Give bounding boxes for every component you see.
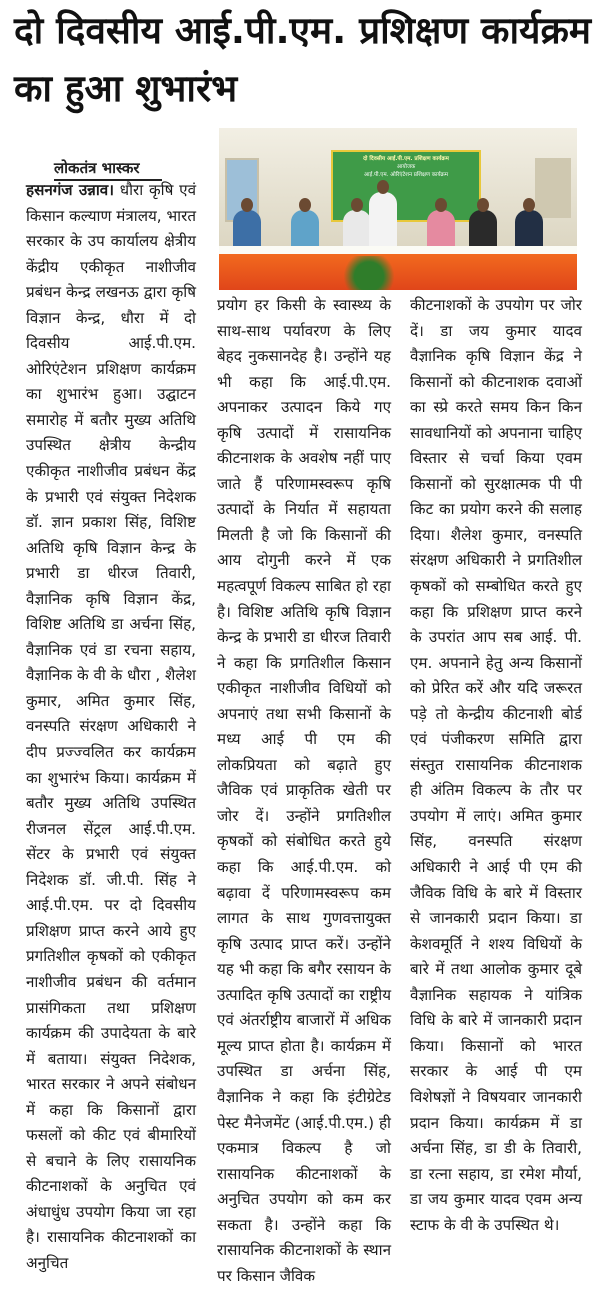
photo-plants [339,256,399,290]
photo-banner-line: आई.पी.एम. ओरिएंटेशन प्रशिक्षण कार्यक्रम [363,172,449,178]
article-column-1 [26,178,196,1277]
photo-person [291,210,319,250]
byline: लोकतंत्र भास्कर [54,158,162,181]
article-column-2 [217,293,391,1289]
column-1-text: धौरा कृषि एवं किसान कल्याण मंत्रालय, भारत सरकार के उप कार्यालय क्षेत्रीय केंद्रीय एकीकृत नाशीजीव प्रबंधन केन्द्र लखनऊ द्वारा कृषि विज्ञान केन्द्र, धौरा में दो दिवसीय आई.पी.एम. ओरिएंटेशन प्रशिक्षण कार्यक्रम का शुभारंभ हुआ। उद्घाटन समारोह में बतौर मुख्य अतिथि उपस्थित क्षेत्रीय केन्द्रीय एकीकृत नाशीजीव प्रबंधन केंद्र के प्रभारी एवं संयुक्त निदेशक डॉ. ज्ञान प्रकाश सिंह, विशिष्ट अतिथि कृषि विज्ञान केन्द्र के प्रभारी डा धीरज तिवारी, वैज्ञानिक कृषि विज्ञान केंद्र, विशिष्ट अतिथि डा अर्चना सिंह, वैज्ञानिक एवं डा रचना सहाय, वैज्ञानिक के वी के धौरा , शैलेश कुमार, अमित कुमार सिंह, वनस्पति संरक्षण अधिकारी ने दीप प्रज्ज्वलित कर कार्यक्रम का शुभारंभ किया। कार्यक्रम में बतौर मुख्य अतिथि उपस्थित रीजनल सेंट्रल आई.पी.एम. सेंटर के प्रभारी एवं संयुक्त निदेशक डॉ. जी.पी. सिंह ने आई.पी.एम. पर दो दिवसीय प्रशिक्षण प्राप्त करने आये हुए प्रगतिशील कृषकों को एकीकृत नाशीजीव प्रबंधन की वर्तमान प्रासंगिकता तथा प्रशिक्षण कार्यक्रम की उपादेयता के बारे में बताया। संयुक्त निदेशक, भारत सरकार ने अपने संबोधन में कहा कि किसानों द्वारा फसलों को कीट एवं बीमारियों से बचाने के लिए रासायनिक कीटनाशकों के अनुचित एवं अंधाधुंध उपयोग किया जा रहा है। रासायनिक कीटनाशकों का अनुचित [26,181,197,1272]
photo-person [233,210,261,250]
photo-person [515,210,543,250]
column-3-text: कीटनाशकों के उपयोग पर जोर दें। डा जय कुमार यादव वैज्ञानिक कृषि विज्ञान केंद्र ने किसानों को कीटनाशक दवाओं का स्प्रे करते समय किन किन सावधानियों को अपनाना चाहिए विस्तार से चर्चा किया एवम किसानों को सुरक्षात्मक पी पी किट का प्रयोग करने की सलाह दिया। शैलेश कुमार, वनस्पति संरक्षण अधिकारी ने प्रगतिशील कृषकों को सम्बोधित करते हुए कहा कि प्रशिक्षण प्राप्त करने के उपरांत आप सब आई. पी. एम. अपनाने हेतु अन्य किसानों को प्रेरित करें और यदि जरूरत पड़े तो केन्द्रीय कीटनाशी बोर्ड एवं पंजीकरण समिति द्वारा संस्तुत रासायनिक कीटनाशक ही अंतिम विकल्प के तौर पर उपयोग में लाएं। अमित कुमार सिंह, वनस्पति संरक्षण अधिकारी ने आई पी एम की जैविक विधि के बारे में विस्तार से जानकारी प्रदान किया। डा केशवमूर्ति ने शश्य विधियों के बारे में तथा आलोक कुमार दूबे वैज्ञानिक सहायक ने यांत्रिक विधि के बारे में जानकारी प्रदान किया। किसानों को भारत सरकार के आई पी एम विशेषज्ञों ने विषयवार जानकारी प्रदान किया। कार्यक्रम में डा अर्चना सिंह, डा डी के तिवारी, डा रत्ना सहाय, डा रमेश मौर्या, डा जय कुमार यादव एवम अन्य स्टाफ के वी के उपस्थित थे। [410,296,582,1234]
dateline: हसनगंज उन्नाव। [26,181,114,199]
headline: दो दिवसीय आई.पी.एम. प्रशिक्षण कार्यक्रम का हुआ शुभारंभ [14,9,592,110]
photo-person-speaker [369,192,397,250]
photo-person [427,210,455,250]
photo-cupboard [535,158,571,218]
article-column-3 [410,293,582,1238]
photo-banner-line: आयोजक [396,164,416,170]
photo-banner-line: दो दिवसीय आई.पी.एम. प्रशिक्षण कार्यक्रम [363,156,449,162]
photo-person [469,210,497,250]
event-photo [219,128,577,290]
column-2-text: प्रयोग हर किसी के स्वास्थ्य के साथ-साथ पर्यावरण के लिए बेहद नुकसानदेह है। उन्होंने यह भी कहा कि आई.पी.एम. अपनाकर उत्पादन किये गए कृषि उत्पादों में रासायनिक कीटनाशक के अवशेष नहीं पाए जाते हैं परिणामस्वरूप कृषि उत्पादों के निर्यात में सहायता मिलती है जो कि किसानों की आय दोगुनी करने में एक महत्वपूर्ण विकल्प साबित हो रहा है। विशिष्ट अतिथि कृषि विज्ञान केन्द्र के प्रभारी डा धीरज तिवारी ने कहा कि प्रगतिशील किसान एकीकृत नाशीजीव विधियों को अपनाएं तथा सभी किसानों के मध्य आई पी एम की लोकप्रियता को बढ़ाते हुए जैविक एवं प्राकृतिक खेती पर जोर दें। उन्होंने प्रगतिशील कृषकों को संबोधित करते हुये कहा कि आई.पी.एम. को बढ़ावा दें परिणामस्वरूप कम लागत के साथ गुणवत्तायुक्त कृषि उत्पाद प्राप्त करें। उन्होंने यह भी कहा कि बगैर रसायन के उत्पादित कृषि उत्पादों का राष्ट्रीय एवं अंतर्राष्ट्रीय बाजारों में अधिक मूल्य प्राप्त होता है। कार्यक्रम में उपस्थित डा अर्चना सिंह, वैज्ञानिक ने कहा कि इंटीग्रेटेड पेस्ट मैनेजमेंट (आई.पी.एम.) ही एकमात्र विकल्प है जो रासायनिक कीटनाशकों के अनुचित उपयोग को कम कर सकता है। उन्होंने कहा कि रासायनिक कीटनाशकों के स्थान पर किसान जैविक [217,296,391,1285]
photo-person [343,210,371,250]
